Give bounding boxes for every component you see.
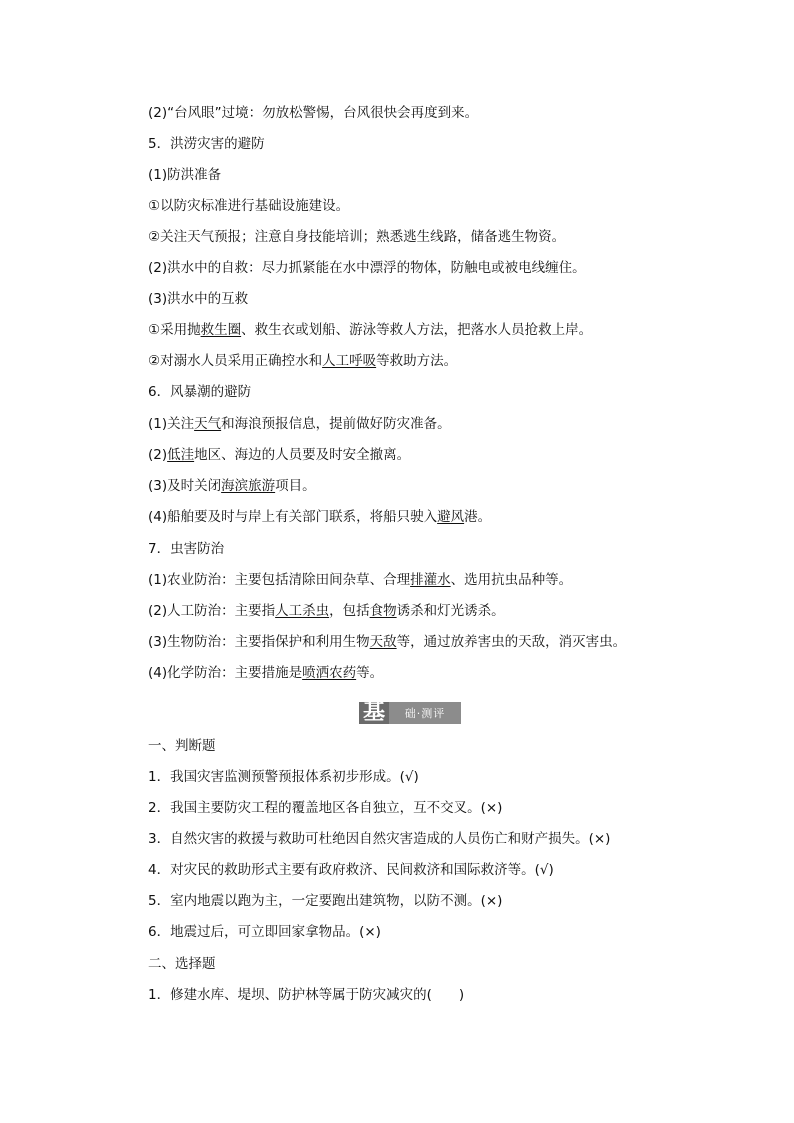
underlined-answer: 人工杀虫 [275,603,330,619]
text-segment: 诱杀和灯光诱杀。 [396,603,505,619]
text-line [148,954,216,974]
text-segment: 、选用抗虫品种等。 [450,572,573,588]
text-segment: 5．室内地震以跑为主，一定要跑出建筑物，以防不测。(×) [148,893,503,909]
text-segment: (3)洪水中的互救 [148,291,249,307]
text-line [148,227,565,247]
underlined-answer: 避风 [437,509,465,525]
text-segment: ①以防灾标准进行基础设施建设。 [148,198,350,214]
text-line [148,539,224,559]
text-segment: (2)人工防治：主要指 [148,603,276,619]
text-line [148,985,464,1005]
text-line [148,891,502,911]
underlined-answer: 食物 [369,603,397,619]
underlined-answer: 喷洒农药 [302,665,357,681]
text-line [148,570,572,590]
text-segment: (1)防洪准备 [148,167,222,183]
underlined-answer: 海滨旅游 [221,478,276,494]
text-line [148,922,381,942]
text-segment: ②对溺水人员采用正确控水和 [148,353,323,369]
text-segment: (4)化学防治：主要措施是 [148,665,303,681]
text-segment: ②关注天气预报；注意自身技能培训；熟悉逃生线路，储备逃生物资。 [148,229,566,245]
banner-text: 础·测评 [389,702,461,724]
text-line [148,632,626,652]
text-segment: 、救生衣或划船、游泳等救人方法，把落水人员抢救上岸。 [241,322,593,338]
text-segment: 地区、海边的人员要及时安全撤离。 [194,447,411,463]
underlined-answer: 排灌水 [410,572,451,588]
text-segment: 等救助方法。 [376,353,458,369]
text-line [148,134,265,154]
text-segment: 项目。 [275,478,316,494]
text-line [148,829,610,849]
text-line [148,165,221,185]
text-line [148,507,491,527]
text-line [148,258,586,278]
text-segment: 2．我国主要防灾工程的覆盖地区各自独立，互不交叉。(×) [148,800,503,816]
underlined-answer: 低洼 [167,447,195,463]
text-segment: 港。 [464,509,492,525]
text-line [148,476,316,496]
text-segment: 7．虫害防治 [148,541,225,557]
text-line [148,601,505,621]
text-segment: 6．风暴潮的避防 [148,384,252,400]
text-segment: 4．对灾民的救助形式主要有政府救济、民间救济和国际救济等。(√) [148,862,554,878]
text-segment: (1)关注 [148,416,195,432]
text-segment: 等，通过放养害虫的天敌，消灭害虫。 [396,634,627,650]
text-line [148,736,216,756]
text-segment: ①采用抛 [148,322,201,338]
text-line [148,767,419,787]
text-segment: (4)船舶要及时与岸上有关部门联系，将船只驶入 [148,509,438,525]
text-segment: (2) [148,447,168,463]
text-line [148,860,554,880]
text-segment: 等。 [356,665,384,681]
underlined-answer: 救生圈 [200,322,242,338]
text-line [148,103,478,123]
text-segment: (2)“台风眼”过境：勿放松警惕，台风很快会再度到来。 [148,105,479,121]
text-segment: 二、选择题 [148,956,216,972]
text-segment: 1．我国灾害监测预警预报体系初步形成。(√) [148,769,419,785]
text-line [148,445,410,465]
text-segment: 3．自然灾害的救援与救助可杜绝因自然灾害造成的人员伤亡和财产损失。(×) [148,831,611,847]
text-line [148,382,251,402]
text-segment: 1．修建水库、堤坝、防护林等属于防灾减灾的( ) [148,987,465,1003]
text-line [148,320,592,340]
text-line [148,196,349,216]
text-segment: 一、判断题 [148,738,216,754]
banner-big-char: 基 [359,702,389,724]
underlined-answer: 人工呼吸 [322,353,377,369]
text-segment: 和海浪预报信息，提前做好防灾准备。 [221,416,451,432]
text-line [148,414,451,434]
text-segment: 6．地震过后，可立即回家拿物品。(×) [148,924,381,940]
section-banner [359,702,461,724]
text-segment: ，包括 [329,603,370,619]
underlined-answer: 天敌 [369,634,397,650]
text-line [148,798,502,818]
text-segment: (1)农业防治：主要包括清除田间杂草、合理 [148,572,411,588]
underlined-answer: 天气 [194,416,222,432]
text-segment: (2)洪水中的自救：尽力抓紧能在水中漂浮的物体，防触电或被电线缠住。 [148,260,586,276]
text-line [148,289,248,309]
text-line [148,351,457,371]
text-segment: (3)生物防治：主要指保护和利用生物 [148,634,370,650]
text-line [148,663,383,683]
text-segment: 5．洪涝灾害的避防 [148,136,265,152]
text-segment: (3)及时关闭 [148,478,222,494]
